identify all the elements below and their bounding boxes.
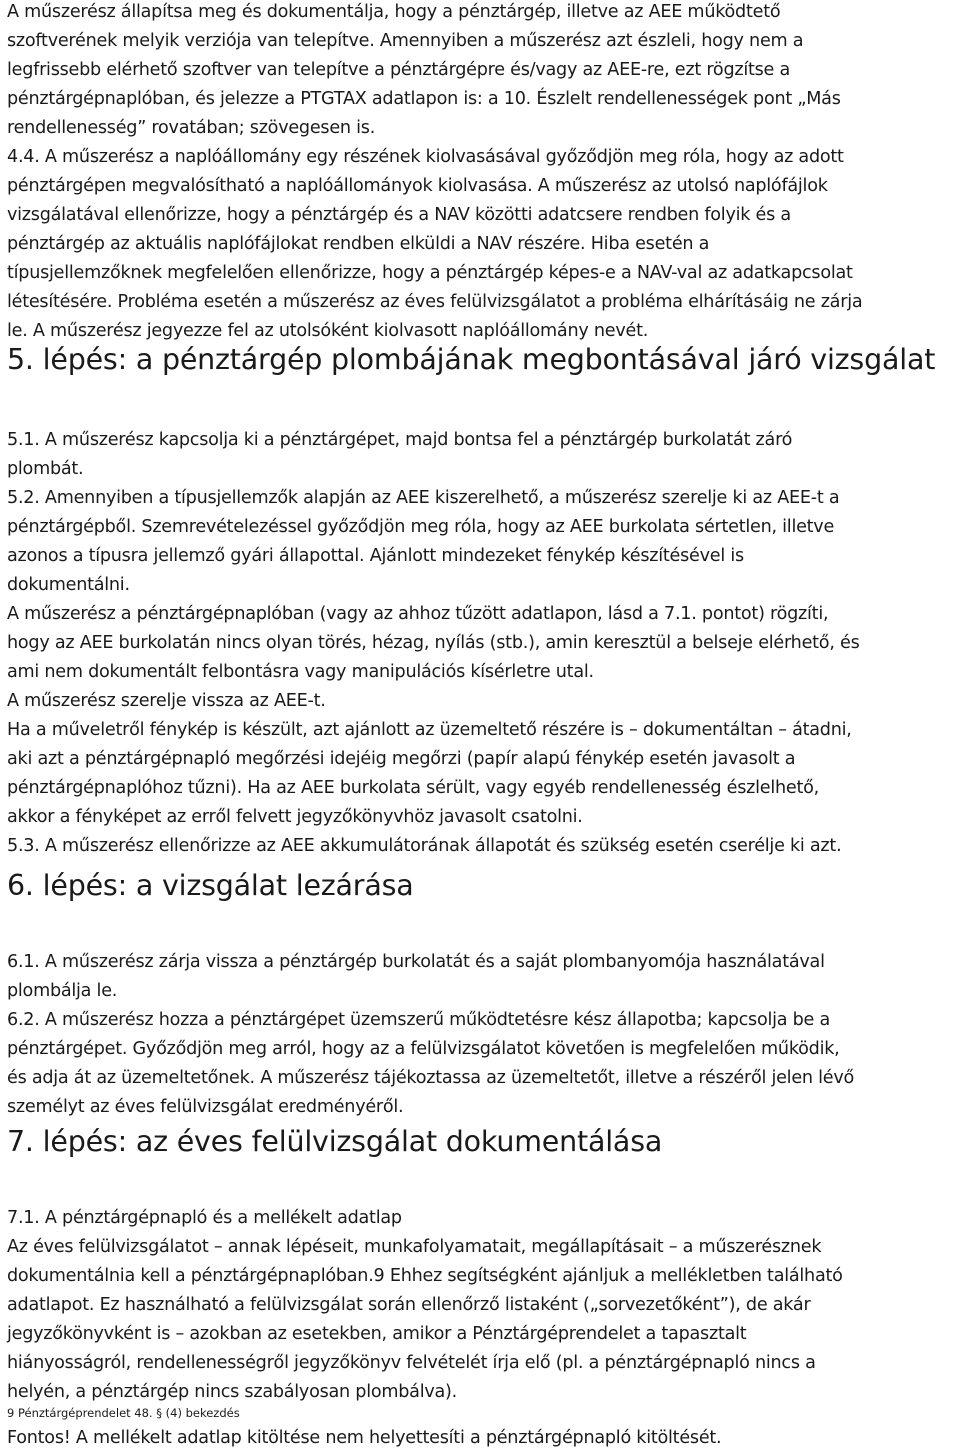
text-line: pénztárgép az aktuális naplófájlokat rendben elküldi a NAV részére. Hiba esetén a — [7, 234, 710, 254]
section-heading: 7. lépés: az éves felülvizsgálat dokumentálása — [7, 1125, 663, 1158]
text-line: pénztárgépből. Szemrevételezéssel győződjön meg róla, hogy az AEE burkolata sértetlen, illetve — [7, 517, 835, 537]
text-line: akkor a fényképet az erről felvett jegyzőkönyvhöz javasolt csatolni. — [7, 807, 583, 827]
text-line: vizsgálatával ellenőrizze, hogy a pénztárgép és a NAV közötti adatcsere rendben folyik és a — [7, 205, 791, 225]
text-line: rendellenesség” rovatában; szövegesen is. — [7, 118, 376, 138]
section-heading: 5. lépés: a pénztárgép plombájának megbontásával járó vizsgálat — [7, 343, 936, 376]
text-line: 4.4. A műszerész a naplóállomány egy részének kiolvasásával győződjön meg róla, hogy az adott — [7, 147, 844, 167]
text-line: plombát. — [7, 459, 84, 479]
text-line: pénztárgépet. Győződjön meg arról, hogy az a felülvizsgálatot követően is megfelelően működik, — [7, 1039, 840, 1059]
text-line: 6.2. A műszerész hozza a pénztárgépet üzemszerű működtetésre kész állapotba; kapcsolja be a — [7, 1010, 830, 1030]
text-line: azonos a típusra jellemző gyári állapottal. Ajánlott mindezeket fénykép készítésével is — [7, 546, 744, 566]
text-line: ami nem dokumentált felbontásra vagy manipulációs kísérletre utal. — [7, 662, 594, 682]
text-line: Fontos! A mellékelt adatlap kitöltése nem helyettesíti a pénztárgépnapló kitöltését. — [7, 1428, 722, 1448]
text-line: legfrissebb elérhető szoftver van telepítve a pénztárgépre és/vagy az AEE-re, ezt rögzítse a — [7, 60, 790, 80]
text-line: Az éves felülvizsgálatot – annak lépéseit, munkafolyamatait, megállapításait – a műszerésznek — [7, 1237, 822, 1257]
text-line: hogy az AEE burkolatán nincs olyan törés, hézag, nyílás (stb.), amin keresztül a belseje elérhető, és — [7, 633, 860, 653]
text-line: 5.3. A műszerész ellenőrizze az AEE akkumulátorának állapotát és szükség esetén cserélje ki azt. — [7, 836, 842, 856]
text-line: szoftverének melyik verziója van telepítve. Amennyiben a műszerész azt észleli, hogy nem a — [7, 31, 804, 51]
text-line: dokumentálni. — [7, 575, 130, 595]
text-line: és adja át az üzemeltetőnek. A műszerész tájékoztassa az üzemeltetőt, illetve a részéről jelen lévő — [7, 1068, 855, 1088]
text-line: dokumentálnia kell a pénztárgépnaplóban.9 Ehhez segítségként ajánljuk a mellékletben található — [7, 1266, 843, 1286]
text-line: pénztárgépen megvalósítható a naplóállományok kiolvasása. A műszerész az utolsó naplófájlok — [7, 176, 828, 196]
text-line: le. A műszerész jegyezze fel az utolsóként kiolvasott naplóállomány nevét. — [7, 321, 649, 341]
text-line: aki azt a pénztárgépnapló megőrzési idejéig megőrzi (papír alapú fénykép esetén javasolt a — [7, 749, 796, 769]
text-line: plombálja le. — [7, 981, 118, 1001]
footnote: 9 Pénztárgéprendelet 48. § (4) bekezdés — [7, 1406, 240, 1420]
text-line: helyén, a pénztárgép nincs szabályosan plombálva). — [7, 1382, 457, 1402]
text-line: pénztárgépnaplóhoz tűzni). Ha az AEE burkolata sérült, vagy egyéb rendellenesség észlelhető, — [7, 778, 819, 798]
text-line: A műszerész a pénztárgépnaplóban (vagy az ahhoz tűzött adatlapon, lásd a 7.1. pontot) rögzíti, — [7, 604, 829, 624]
text-line: A műszerész állapítsa meg és dokumentálja, hogy a pénztárgép, illetve az AEE működtető — [7, 2, 781, 22]
text-line: személyt az éves felülvizsgálat eredményéről. — [7, 1097, 404, 1117]
section-heading: 6. lépés: a vizsgálat lezárása — [7, 869, 414, 902]
text-line: típusjellemzőknek megfelelően ellenőrizze, hogy a pénztárgép képes-e a NAV-val az adatkapcsolat — [7, 263, 853, 283]
text-line: 6.1. A műszerész zárja vissza a pénztárgép burkolatát és a saját plombanyomója használatával — [7, 952, 825, 972]
text-line: 5.1. A műszerész kapcsolja ki a pénztárgépet, majd bontsa fel a pénztárgép burkolatát záró — [7, 430, 793, 450]
text-line: jegyzőkönyvként is – azokban az esetekben, amikor a Pénztárgéprendelet a tapasztalt — [7, 1324, 747, 1344]
text-line: 7.1. A pénztárgépnapló és a mellékelt adatlap — [7, 1208, 402, 1228]
text-line: hiányosságról, rendellenességről jegyzőkönyv felvételét írja elő (pl. a pénztárgépnapló nincs a — [7, 1353, 816, 1373]
text-line: létesítésére. Probléma esetén a műszerész az éves felülvizsgálatot a probléma elhárításáig ne zárja — [7, 292, 863, 312]
text-line: A műszerész szerelje vissza az AEE-t. — [7, 691, 326, 711]
text-line: 5.2. Amennyiben a típusjellemzők alapján az AEE kiszerelhető, a műszerész szerelje ki az AEE-t a — [7, 488, 840, 508]
text-line: Ha a műveletről fénykép is készült, azt ajánlott az üzemeltető részére is – dokumentáltan – átadni, — [7, 720, 852, 740]
text-line: adatlapot. Ez használható a felülvizsgálat során ellenőrző listaként („sorvezetőként”), de akár — [7, 1295, 811, 1315]
text-line: pénztárgépnaplóban, és jelezze a PTGTAX adatlapon is: a 10. Észlelt rendellenességek pont „Más — [7, 89, 841, 109]
